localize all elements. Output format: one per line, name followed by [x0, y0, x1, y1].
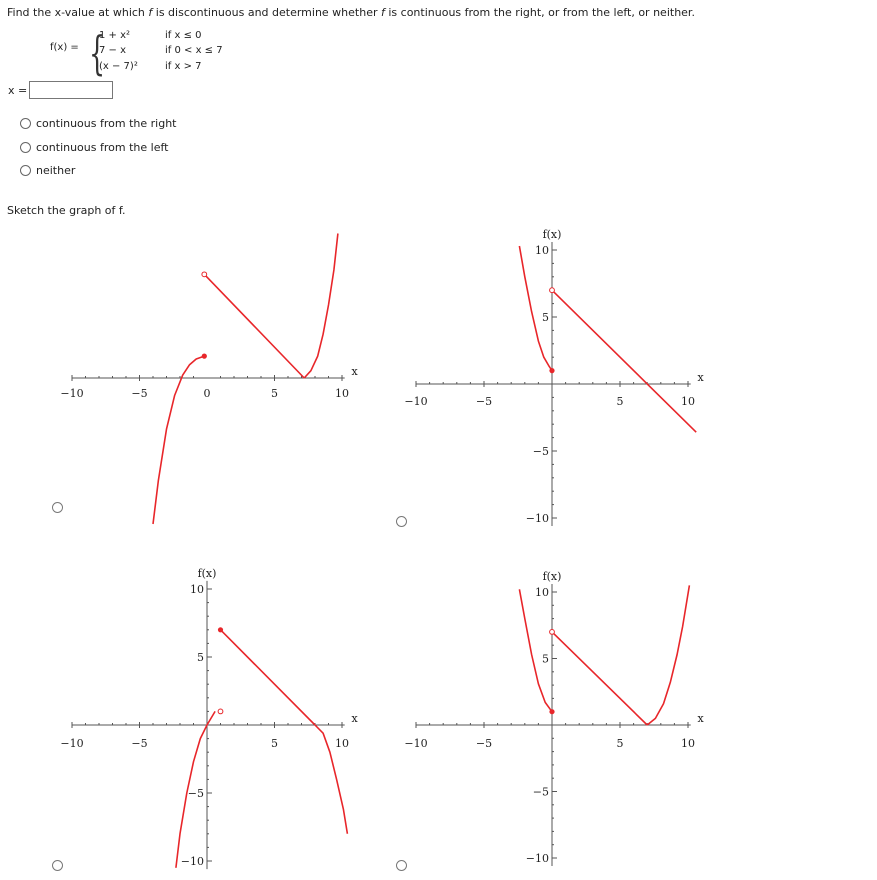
case-1-cond: if x ≤ 0 [165, 30, 202, 41]
filled-endpoint [549, 368, 554, 373]
y-tick-label: 5 [542, 311, 549, 324]
x-tick-label: 10 [335, 387, 349, 400]
graph-b-y-label: f(x) [542, 228, 562, 241]
y-tick-label: −10 [525, 512, 549, 525]
graph-d-x-label: x [697, 712, 704, 725]
graph-a-curve-2 [204, 274, 304, 378]
x-tick-label: −10 [404, 737, 428, 750]
y-tick-label: 10 [190, 583, 204, 596]
question-part: is discontinuous and determine whether [152, 6, 381, 19]
y-tick-label: 5 [542, 652, 549, 666]
case-1-expr: 1 + x² [99, 30, 131, 41]
filled-endpoint [549, 709, 554, 714]
x-tick-label: −5 [475, 395, 493, 408]
x-tick-label: −5 [131, 387, 148, 400]
y-tick-label: 10 [535, 244, 549, 257]
open-endpoint [550, 630, 555, 635]
graph-a-x-label: x [351, 365, 358, 378]
x-tick-label: 5 [616, 737, 624, 750]
y-tick-label: 5 [197, 651, 204, 664]
graph-a-curve-3 [304, 234, 338, 379]
graph-d-curve-3 [647, 585, 689, 725]
graph-d-curve-1 [519, 589, 552, 711]
open-endpoint [202, 272, 207, 277]
case-2-cond: if 0 < x ≤ 7 [165, 45, 223, 56]
question-f: f [148, 6, 153, 19]
y-tick-label: −10 [180, 855, 204, 868]
x-tick-label: 5 [271, 737, 278, 750]
case-3-expr: (x − 7)² [99, 61, 138, 72]
graph-b-curve-2 [552, 290, 696, 432]
open-endpoint [218, 709, 223, 714]
x-tick-label: 5 [616, 395, 624, 408]
y-tick-label: 10 [535, 586, 549, 599]
x-tick-label: −5 [131, 737, 148, 750]
x-tick-label: −10 [60, 737, 84, 750]
x-tick-label: 10 [681, 737, 695, 750]
graph-a-curve-1 [153, 356, 204, 524]
y-tick-label: −5 [532, 445, 549, 458]
answer-label: x = [8, 84, 28, 97]
sketch-prompt: Sketch the graph of f. [7, 204, 126, 217]
question-part: Find the x-value at which [7, 6, 149, 19]
graph-b-curve-1 [519, 246, 552, 371]
option-label: neither [36, 164, 76, 177]
graph-d-y-label: f(x) [542, 570, 562, 583]
graph-c-curve-2 [221, 630, 316, 725]
graph-b-x-label: x [697, 371, 704, 384]
graph-d-curve-2 [552, 632, 647, 725]
question-part: is continuous from the right, or from the left, or neither. [384, 6, 695, 19]
case-2-expr: 7 − x [99, 45, 127, 56]
filled-endpoint [202, 354, 207, 359]
x-tick-label: 10 [335, 737, 349, 750]
filled-endpoint [218, 627, 223, 632]
left-brace: { [89, 26, 106, 80]
x-tick-label: 10 [681, 395, 695, 408]
y-tick-label: −5 [187, 787, 204, 800]
x-tick-label: 0 [203, 387, 211, 400]
case-3-cond: if x > 7 [165, 61, 202, 72]
y-tick-label: −5 [532, 785, 549, 799]
option-label: continuous from the left [36, 141, 169, 154]
question-f: f [381, 6, 385, 19]
x-tick-label: −10 [60, 387, 84, 400]
x-tick-label: −5 [475, 737, 493, 750]
option-label: continuous from the right [36, 117, 177, 130]
x-tick-label: 5 [271, 387, 278, 400]
graph-c-y-label: f(x) [197, 567, 217, 580]
x-tick-label: −10 [404, 395, 428, 408]
function-label: f(x) = [50, 42, 79, 53]
y-tick-label: −10 [525, 852, 549, 865]
graph-c-x-label: x [351, 712, 358, 725]
open-endpoint [550, 288, 555, 293]
